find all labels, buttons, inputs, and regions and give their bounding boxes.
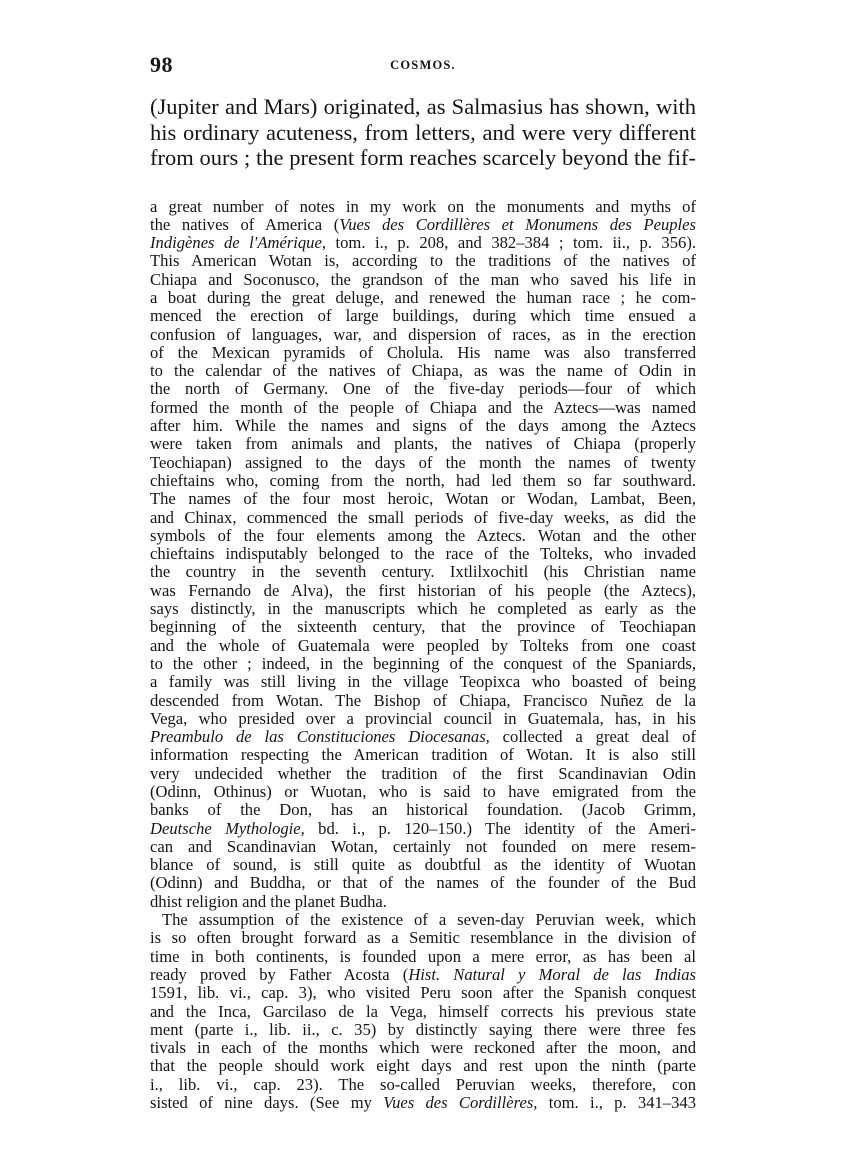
- main-text-line: his ordinary acuteness, from letters, and were very different: [150, 119, 696, 145]
- footnote-line: [150, 673, 696, 691]
- footnote-line: [150, 1094, 696, 1112]
- footnote-text-run: can and Scandinavian Wotan, certainly not founded on mere resem-: [150, 836, 696, 856]
- footnote-line: [150, 435, 696, 453]
- footnote-text-run: banks of the Don, has an historical foundation. (Jacob Grimm,: [150, 800, 696, 820]
- footnote-line: [150, 307, 696, 325]
- footnote-line: [150, 472, 696, 490]
- footnote-line: [150, 692, 696, 710]
- main-text-line: (Jupiter and Mars) originated, as Salmasius has shown, with: [150, 94, 696, 119]
- footnote-text-run: to the calendar of the natives of Chiapa, as was the name of Odin in: [150, 361, 696, 381]
- footnote-line: [150, 637, 696, 655]
- footnote-line: [150, 1076, 696, 1094]
- footnote-text-run: and the Inca, Garcilaso de la Vega, himself corrects his previous state: [150, 1001, 696, 1021]
- footnote-text-run: tom. i., p. 341–343: [537, 1093, 696, 1113]
- footnote-line: [150, 966, 696, 984]
- footnote-line: [150, 1021, 696, 1039]
- footnote-text-run: a boat during the great deluge, and renewed the human race ; he com-: [150, 287, 696, 307]
- footnote-text-run: (Odinn, Othinus) or Wuotan, who is said to have emigrated from the: [150, 782, 696, 801]
- footnote-text-run: The assumption of the existence of a seven-day Peruvian week, which: [162, 910, 696, 930]
- footnote-text-run: the country in the seventh century. Ixtlilxochitl (his Christian name: [150, 562, 696, 582]
- footnote-text-run: tivals in each of the months which were reckoned after the moon, and: [150, 1038, 696, 1058]
- footnote-italic-run: Vues des Cordillères,: [383, 1093, 538, 1113]
- footnote-italic-run: Deutsche Mythologie,: [150, 818, 305, 838]
- footnote-text-run: the north of Germany. One of the five-day periods—four of which: [150, 379, 696, 399]
- footnote-text-run: after him. While the names and signs of the days among the Aztecs: [150, 416, 696, 436]
- footnote-text-run: is so often brought forward as a Semitic resemblance in the division of: [150, 928, 696, 948]
- footnote-text-run: 1591, lib. vi., cap. 3), who visited Peru soon after the Spanish conquest: [150, 983, 696, 1003]
- footnote-line: [150, 252, 696, 270]
- footnote-line: [150, 838, 696, 856]
- footnote-text-run: chieftains indisputably belonged to the race of the Tolteks, who invaded: [150, 544, 696, 564]
- footnote-line: [150, 234, 696, 252]
- footnote-line: [150, 417, 696, 435]
- footnote-text-run: were taken from animals and plants, the natives of Chiapa (properly: [150, 434, 696, 454]
- footnote-line: [150, 929, 696, 947]
- footnote-text-run: (Odinn) and Buddha, or that of the names of the founder of the Bud: [150, 873, 696, 893]
- footnote-text-run: time in both continents, is founded upon a mere error, as has been al: [150, 946, 696, 966]
- footnote-text-run: ment (parte i., lib. ii., c. 35) by distinctly saying there were three fes: [150, 1019, 696, 1039]
- footnote-text-run: ready proved by Father Acosta (: [150, 964, 409, 984]
- footnote-line: [150, 545, 696, 563]
- footnote-text-run: says distinctly, in the manuscripts which he completed as early as the: [150, 599, 696, 619]
- footnote-text-run: symbols of the four elements among the Aztecs. Wotan and the other: [150, 525, 696, 545]
- footnote-line: [150, 380, 696, 398]
- footnote-text-run: was Fernando de Alva), the first historian of his people (the Aztecs),: [150, 580, 696, 600]
- footnote-text-run: bd. i., p. 120–150.) The identity of the Ameri-: [304, 818, 697, 838]
- footnote-text-run: This American Wotan is, according to the traditions of the natives of: [150, 251, 696, 271]
- footnote-line: [150, 1039, 696, 1057]
- footnote-line: [150, 874, 696, 892]
- footnote-italic-run: Preambulo de las Constituciones Diocesanas,: [150, 727, 490, 747]
- footnote-line: [150, 344, 696, 362]
- footnote-text-run: that the people should work eight days and rest upon the ninth (parte: [150, 1056, 696, 1076]
- footnote-line: [150, 710, 696, 728]
- footnote-text-run: a great number of notes in my work on the monuments and myths of: [150, 196, 696, 216]
- footnote-line: [150, 362, 696, 380]
- running-head: [150, 52, 696, 82]
- footnote-text-run: to the other ; indeed, in the beginning of the conquest of the Spaniards,: [150, 653, 696, 673]
- book-page: [150, 52, 696, 1112]
- footnote-text-run: Vega, who presided over a provincial council in Guatemala, has, in his: [150, 708, 696, 728]
- footnote-line: [150, 1003, 696, 1021]
- footnote-line: [150, 765, 696, 783]
- footnote: [150, 198, 696, 1113]
- footnote-text-run: chieftains who, coming from the north, had led them so far southward.: [150, 470, 696, 490]
- main-text-line: from ours ; the present form reaches scarcely beyond the fif-: [150, 145, 696, 170]
- footnote-line: [150, 893, 696, 911]
- footnote-line: [150, 655, 696, 673]
- footnote-line: [150, 728, 696, 746]
- footnote-line: [150, 948, 696, 966]
- footnote-line: [150, 856, 696, 874]
- footnote-text-run: of the Mexican pyramids of Cholula. His name was also transferred: [150, 342, 696, 362]
- footnote-text-run: a family was still living in the village Teopixca who boasted of being: [150, 672, 696, 692]
- footnote-line: [150, 1057, 696, 1075]
- footnote-text-run: and the whole of Guatemala were peopled by Tolteks from one coast: [150, 635, 696, 655]
- footnote-text-run: The names of the four most heroic, Wotan or Wodan, Lambat, Been,: [150, 489, 696, 509]
- running-title: COSMOS.: [390, 58, 456, 72]
- footnote-text-run: tom. i., p. 208, and 382–384 ; tom. ii., p. 356).: [326, 233, 696, 253]
- footnote-line: [150, 984, 696, 1002]
- footnote-text-run: Teochiapan) assigned to the days of the month the names of twenty: [150, 452, 696, 472]
- footnote-line: [150, 399, 696, 417]
- footnote-text-run: blance of sound, is still quite as doubtful as the identity of Wuotan: [150, 855, 696, 875]
- footnote-line: [150, 216, 696, 234]
- main-text: [150, 94, 696, 171]
- footnote-line: [150, 326, 696, 344]
- footnote-line: [150, 746, 696, 764]
- footnote-line: [150, 271, 696, 289]
- footnote-text-run: and Chinax, commenced the small periods of five-day weeks, as did the: [150, 507, 696, 527]
- footnote-text-run: beginning of the sixteenth century, that the province of Teochiapan: [150, 617, 696, 637]
- footnote-line: [150, 820, 696, 838]
- footnote-line: [150, 527, 696, 545]
- footnote-text-run: the natives of America (: [150, 214, 340, 234]
- footnote-italic-run: Indigènes de l'Amérique,: [150, 233, 326, 253]
- footnote-text-run: Chiapa and Soconusco, the grandson of the man who saved his life in: [150, 269, 696, 289]
- footnote-line: [150, 563, 696, 581]
- footnote-line: [150, 289, 696, 307]
- footnote-text-run: information respecting the American tradition of Wotan. It is also still: [150, 745, 696, 765]
- footnote-line: [150, 198, 696, 216]
- footnote-text-run: menced the erection of large buildings, during which time ensued a: [150, 306, 696, 326]
- footnote-italic-run: Vues des Cordillères et Monumens des Peuples: [339, 214, 696, 234]
- footnote-text-run: formed the month of the people of Chiapa and the Aztecs—was named: [150, 397, 696, 417]
- footnote-line: [150, 454, 696, 472]
- footnote-text-run: confusion of languages, war, and dispersion of races, as in the erection: [150, 324, 696, 344]
- footnote-italic-run: Hist. Natural y Moral de las Indias: [408, 964, 696, 984]
- footnote-line: [150, 600, 696, 618]
- footnote-text-run: i., lib. vi., cap. 23). The so-called Peruvian weeks, therefore, con: [150, 1074, 696, 1094]
- footnote-line: [150, 582, 696, 600]
- footnote-text-run: collected a great deal of: [489, 727, 696, 747]
- footnote-line: [150, 783, 696, 801]
- page-number: 98: [150, 52, 173, 77]
- footnote-line: [150, 618, 696, 636]
- footnote-line: [150, 490, 696, 508]
- footnote-line: [150, 911, 696, 929]
- footnote-text-run: sisted of nine days. (See my: [150, 1093, 384, 1113]
- footnote-text-run: dhist religion and the planet Budha.: [150, 891, 387, 911]
- footnote-line: [150, 801, 696, 819]
- footnote-text-run: very undecided whether the tradition of the first Scandinavian Odin: [150, 763, 696, 783]
- footnote-text-run: descended from Wotan. The Bishop of Chiapa, Francisco Nuñez de la: [150, 690, 696, 710]
- footnote-line: [150, 509, 696, 527]
